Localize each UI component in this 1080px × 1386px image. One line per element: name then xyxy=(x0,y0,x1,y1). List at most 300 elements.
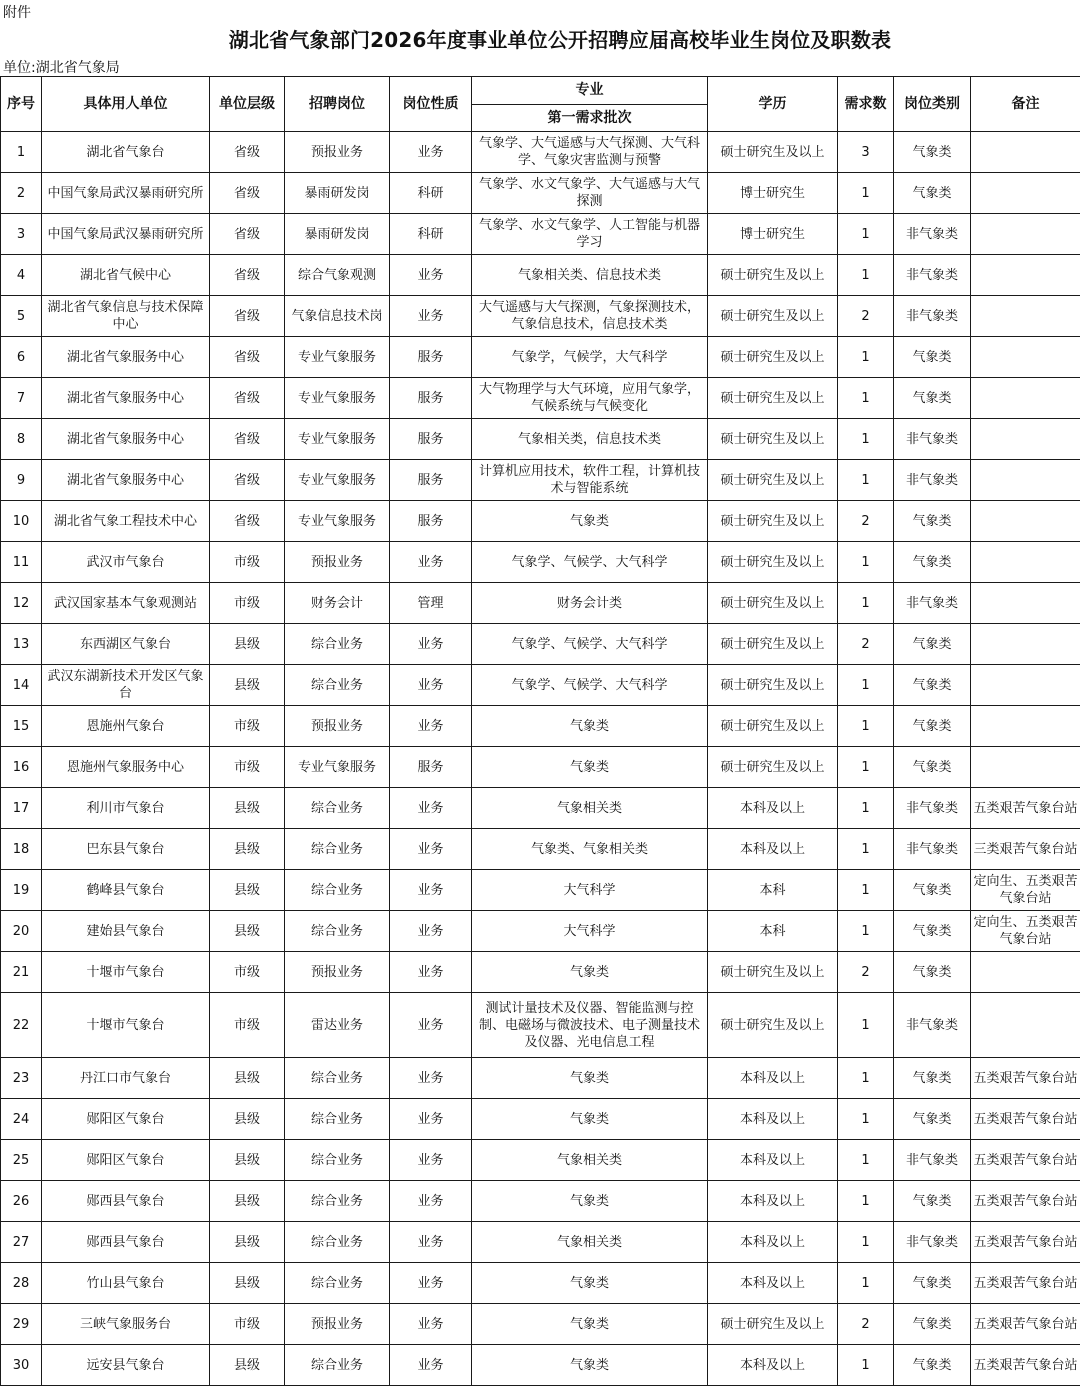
cell-remark: 五类艰苦气象台站 xyxy=(971,1140,1080,1181)
cell-level: 县级 xyxy=(210,829,285,870)
cell-level: 省级 xyxy=(210,214,285,255)
cell-position: 财务会计 xyxy=(285,583,390,624)
cell-remark xyxy=(971,214,1080,255)
cell-remark xyxy=(971,542,1080,583)
cell-nature: 服务 xyxy=(390,501,472,542)
table-row xyxy=(1,1263,1080,1304)
table-row xyxy=(1,952,1080,993)
cell-employer: 鹤峰县气象台 xyxy=(42,870,210,911)
cell-category: 气象类 xyxy=(894,1345,971,1386)
cell-employer: 湖北省气候中心 xyxy=(42,255,210,296)
cell-education: 硕士研究生及以上 xyxy=(708,706,838,747)
cell-remark: 定向生、五类艰苦气象台站 xyxy=(971,911,1080,952)
cell-remark xyxy=(971,665,1080,706)
cell-nature: 业务 xyxy=(390,1058,472,1099)
table-row xyxy=(1,788,1080,829)
cell-category: 非气象类 xyxy=(894,460,971,501)
cell-remark xyxy=(971,993,1080,1058)
table-row xyxy=(1,460,1080,501)
table-row xyxy=(1,296,1080,337)
cell-nature: 业务 xyxy=(390,1263,472,1304)
header-count: 需求数 xyxy=(838,77,894,132)
cell-position: 暴雨研发岗 xyxy=(285,173,390,214)
cell-category: 非气象类 xyxy=(894,993,971,1058)
cell-nature: 业务 xyxy=(390,1304,472,1345)
cell-category: 气象类 xyxy=(894,624,971,665)
table-row xyxy=(1,706,1080,747)
cell-position: 综合业务 xyxy=(285,1263,390,1304)
positions-table xyxy=(0,76,1080,1386)
cell-count: 1 xyxy=(838,419,894,460)
cell-no: 12 xyxy=(1,583,42,624)
cell-employer: 郧阳区气象台 xyxy=(42,1140,210,1181)
cell-education: 本科及以上 xyxy=(708,1099,838,1140)
cell-no: 4 xyxy=(1,255,42,296)
cell-remark xyxy=(971,460,1080,501)
cell-education: 硕士研究生及以上 xyxy=(708,460,838,501)
cell-employer: 三峡气象服务台 xyxy=(42,1304,210,1345)
cell-education: 硕士研究生及以上 xyxy=(708,255,838,296)
cell-level: 省级 xyxy=(210,296,285,337)
cell-count: 1 xyxy=(838,583,894,624)
table-row xyxy=(1,1099,1080,1140)
cell-category: 气象类 xyxy=(894,378,971,419)
cell-level: 市级 xyxy=(210,952,285,993)
cell-nature: 管理 xyxy=(390,583,472,624)
cell-remark: 三类艰苦气象台站 xyxy=(971,829,1080,870)
cell-nature: 服务 xyxy=(390,747,472,788)
cell-nature: 业务 xyxy=(390,993,472,1058)
header-remark: 备注 xyxy=(971,77,1080,132)
cell-education: 本科 xyxy=(708,870,838,911)
cell-major: 气象类 xyxy=(472,747,708,788)
cell-education: 硕士研究生及以上 xyxy=(708,583,838,624)
cell-count: 1 xyxy=(838,542,894,583)
cell-category: 气象类 xyxy=(894,1099,971,1140)
header-education: 学历 xyxy=(708,77,838,132)
cell-major: 气象相关类、信息技术类 xyxy=(472,255,708,296)
cell-count: 1 xyxy=(838,747,894,788)
cell-position: 综合业务 xyxy=(285,1345,390,1386)
cell-education: 硕士研究生及以上 xyxy=(708,747,838,788)
cell-education: 硕士研究生及以上 xyxy=(708,378,838,419)
cell-position: 专业气象服务 xyxy=(285,460,390,501)
cell-category: 非气象类 xyxy=(894,829,971,870)
cell-level: 市级 xyxy=(210,542,285,583)
cell-level: 县级 xyxy=(210,624,285,665)
cell-position: 综合业务 xyxy=(285,624,390,665)
cell-employer: 东西湖区气象台 xyxy=(42,624,210,665)
cell-no: 26 xyxy=(1,1181,42,1222)
cell-category: 气象类 xyxy=(894,1181,971,1222)
header-nature: 岗位性质 xyxy=(390,77,472,132)
cell-no: 3 xyxy=(1,214,42,255)
cell-major: 气象类 xyxy=(472,1181,708,1222)
cell-major: 大气科学 xyxy=(472,911,708,952)
cell-nature: 业务 xyxy=(390,952,472,993)
cell-education: 博士研究生 xyxy=(708,214,838,255)
cell-position: 预报业务 xyxy=(285,952,390,993)
cell-education: 硕士研究生及以上 xyxy=(708,501,838,542)
cell-education: 本科及以上 xyxy=(708,1263,838,1304)
cell-education: 本科及以上 xyxy=(708,1181,838,1222)
cell-level: 省级 xyxy=(210,501,285,542)
table-row xyxy=(1,419,1080,460)
cell-nature: 业务 xyxy=(390,665,472,706)
cell-no: 22 xyxy=(1,993,42,1058)
cell-remark: 五类艰苦气象台站 xyxy=(971,788,1080,829)
cell-education: 本科及以上 xyxy=(708,788,838,829)
cell-level: 县级 xyxy=(210,1140,285,1181)
cell-education: 本科及以上 xyxy=(708,1058,838,1099)
cell-level: 县级 xyxy=(210,911,285,952)
table-row xyxy=(1,214,1080,255)
cell-no: 30 xyxy=(1,1345,42,1386)
cell-education: 本科 xyxy=(708,911,838,952)
cell-remark xyxy=(971,378,1080,419)
cell-count: 1 xyxy=(838,337,894,378)
cell-count: 2 xyxy=(838,296,894,337)
cell-count: 1 xyxy=(838,1140,894,1181)
cell-level: 省级 xyxy=(210,173,285,214)
cell-no: 19 xyxy=(1,870,42,911)
table-row xyxy=(1,747,1080,788)
cell-employer: 武汉市气象台 xyxy=(42,542,210,583)
cell-count: 1 xyxy=(838,829,894,870)
cell-position: 综合业务 xyxy=(285,1140,390,1181)
cell-position: 预报业务 xyxy=(285,1304,390,1345)
table-row xyxy=(1,1140,1080,1181)
cell-count: 1 xyxy=(838,460,894,501)
cell-employer: 湖北省气象工程技术中心 xyxy=(42,501,210,542)
cell-no: 27 xyxy=(1,1222,42,1263)
cell-category: 气象类 xyxy=(894,952,971,993)
cell-count: 1 xyxy=(838,993,894,1058)
table-row xyxy=(1,132,1080,173)
cell-major: 气象学、气候学、大气科学 xyxy=(472,624,708,665)
cell-major: 气象学，气候学，大气科学 xyxy=(472,337,708,378)
cell-count: 3 xyxy=(838,132,894,173)
cell-category: 非气象类 xyxy=(894,1222,971,1263)
cell-nature: 业务 xyxy=(390,788,472,829)
cell-no: 7 xyxy=(1,378,42,419)
header-position: 招聘岗位 xyxy=(285,77,390,132)
cell-no: 21 xyxy=(1,952,42,993)
cell-major: 气象学、水文气象学、大气遥感与大气探测 xyxy=(472,173,708,214)
cell-level: 县级 xyxy=(210,1058,285,1099)
table-row xyxy=(1,1304,1080,1345)
cell-remark xyxy=(971,173,1080,214)
cell-level: 县级 xyxy=(210,1099,285,1140)
cell-no: 15 xyxy=(1,706,42,747)
table-body xyxy=(1,132,1080,1386)
cell-position: 综合业务 xyxy=(285,911,390,952)
cell-no: 9 xyxy=(1,460,42,501)
cell-nature: 业务 xyxy=(390,706,472,747)
cell-employer: 中国气象局武汉暴雨研究所 xyxy=(42,214,210,255)
cell-position: 预报业务 xyxy=(285,706,390,747)
cell-nature: 业务 xyxy=(390,132,472,173)
cell-major: 测试计量技术及仪器、智能监测与控制、电磁场与微波技术、电子测量技术及仪器、光电信息工程 xyxy=(472,993,708,1058)
cell-count: 2 xyxy=(838,952,894,993)
cell-position: 综合业务 xyxy=(285,788,390,829)
cell-count: 2 xyxy=(838,1304,894,1345)
cell-position: 专业气象服务 xyxy=(285,337,390,378)
cell-nature: 服务 xyxy=(390,460,472,501)
cell-position: 雷达业务 xyxy=(285,993,390,1058)
cell-level: 省级 xyxy=(210,337,285,378)
cell-count: 2 xyxy=(838,624,894,665)
cell-remark xyxy=(971,255,1080,296)
cell-count: 1 xyxy=(838,1345,894,1386)
cell-count: 1 xyxy=(838,378,894,419)
table-row xyxy=(1,542,1080,583)
cell-nature: 业务 xyxy=(390,829,472,870)
cell-category: 非气象类 xyxy=(894,255,971,296)
cell-education: 本科及以上 xyxy=(708,1140,838,1181)
cell-level: 县级 xyxy=(210,665,285,706)
cell-no: 11 xyxy=(1,542,42,583)
table-row xyxy=(1,829,1080,870)
cell-no: 29 xyxy=(1,1304,42,1345)
cell-position: 专业气象服务 xyxy=(285,419,390,460)
cell-major: 气象类 xyxy=(472,501,708,542)
cell-education: 硕士研究生及以上 xyxy=(708,419,838,460)
header-no: 序号 xyxy=(1,77,42,132)
cell-remark: 五类艰苦气象台站 xyxy=(971,1058,1080,1099)
cell-nature: 服务 xyxy=(390,337,472,378)
cell-no: 10 xyxy=(1,501,42,542)
cell-category: 气象类 xyxy=(894,542,971,583)
cell-position: 综合业务 xyxy=(285,1058,390,1099)
cell-count: 1 xyxy=(838,788,894,829)
cell-category: 气象类 xyxy=(894,132,971,173)
cell-employer: 湖北省气象服务中心 xyxy=(42,337,210,378)
attachment-label: 附件 xyxy=(3,2,31,22)
cell-remark: 五类艰苦气象台站 xyxy=(971,1304,1080,1345)
cell-employer: 湖北省气象服务中心 xyxy=(42,378,210,419)
cell-nature: 业务 xyxy=(390,1345,472,1386)
table-row xyxy=(1,173,1080,214)
cell-remark xyxy=(971,337,1080,378)
cell-level: 县级 xyxy=(210,1181,285,1222)
cell-major: 气象类 xyxy=(472,706,708,747)
cell-no: 1 xyxy=(1,132,42,173)
cell-category: 非气象类 xyxy=(894,788,971,829)
cell-count: 1 xyxy=(838,706,894,747)
cell-employer: 湖北省气象信息与技术保障中心 xyxy=(42,296,210,337)
cell-category: 气象类 xyxy=(894,337,971,378)
cell-remark xyxy=(971,501,1080,542)
cell-count: 1 xyxy=(838,255,894,296)
cell-level: 省级 xyxy=(210,419,285,460)
table-row xyxy=(1,583,1080,624)
table-row xyxy=(1,993,1080,1058)
cell-level: 市级 xyxy=(210,1304,285,1345)
cell-no: 23 xyxy=(1,1058,42,1099)
cell-education: 博士研究生 xyxy=(708,173,838,214)
cell-count: 1 xyxy=(838,214,894,255)
cell-nature: 业务 xyxy=(390,1222,472,1263)
cell-major: 气象类 xyxy=(472,1263,708,1304)
cell-category: 气象类 xyxy=(894,747,971,788)
cell-no: 8 xyxy=(1,419,42,460)
cell-level: 县级 xyxy=(210,1263,285,1304)
cell-employer: 十堰市气象台 xyxy=(42,993,210,1058)
cell-no: 20 xyxy=(1,911,42,952)
cell-nature: 业务 xyxy=(390,1099,472,1140)
cell-position: 预报业务 xyxy=(285,132,390,173)
cell-no: 18 xyxy=(1,829,42,870)
table-row xyxy=(1,870,1080,911)
cell-count: 1 xyxy=(838,1222,894,1263)
cell-category: 气象类 xyxy=(894,1263,971,1304)
cell-nature: 业务 xyxy=(390,1140,472,1181)
cell-nature: 服务 xyxy=(390,419,472,460)
cell-nature: 业务 xyxy=(390,911,472,952)
cell-no: 14 xyxy=(1,665,42,706)
cell-level: 县级 xyxy=(210,1345,285,1386)
cell-employer: 武汉国家基本气象观测站 xyxy=(42,583,210,624)
cell-nature: 业务 xyxy=(390,624,472,665)
cell-level: 县级 xyxy=(210,788,285,829)
cell-employer: 武汉东湖新技术开发区气象台 xyxy=(42,665,210,706)
cell-education: 硕士研究生及以上 xyxy=(708,665,838,706)
cell-major: 气象类、气象相关类 xyxy=(472,829,708,870)
table-row xyxy=(1,1345,1080,1386)
cell-major: 气象相关类，信息技术类 xyxy=(472,419,708,460)
cell-major: 财务会计类 xyxy=(472,583,708,624)
cell-major: 气象相关类 xyxy=(472,788,708,829)
cell-employer: 恩施州气象台 xyxy=(42,706,210,747)
cell-category: 气象类 xyxy=(894,706,971,747)
cell-category: 气象类 xyxy=(894,1304,971,1345)
cell-education: 硕士研究生及以上 xyxy=(708,993,838,1058)
cell-no: 6 xyxy=(1,337,42,378)
cell-employer: 丹江口市气象台 xyxy=(42,1058,210,1099)
cell-count: 1 xyxy=(838,1181,894,1222)
table-row xyxy=(1,337,1080,378)
table-row xyxy=(1,1181,1080,1222)
cell-position: 预报业务 xyxy=(285,542,390,583)
cell-employer: 湖北省气象台 xyxy=(42,132,210,173)
cell-remark: 五类艰苦气象台站 xyxy=(971,1263,1080,1304)
cell-education: 硕士研究生及以上 xyxy=(708,624,838,665)
cell-nature: 业务 xyxy=(390,255,472,296)
table-row xyxy=(1,501,1080,542)
header-major-sub: 第一需求批次 xyxy=(472,105,708,132)
header-employer: 具体用人单位 xyxy=(42,77,210,132)
cell-no: 16 xyxy=(1,747,42,788)
table-row xyxy=(1,1058,1080,1099)
cell-employer: 郧阳区气象台 xyxy=(42,1099,210,1140)
cell-category: 非气象类 xyxy=(894,419,971,460)
cell-category: 非气象类 xyxy=(894,214,971,255)
cell-nature: 业务 xyxy=(390,296,472,337)
cell-level: 省级 xyxy=(210,132,285,173)
cell-education: 硕士研究生及以上 xyxy=(708,542,838,583)
cell-employer: 湖北省气象服务中心 xyxy=(42,419,210,460)
cell-level: 市级 xyxy=(210,706,285,747)
cell-level: 县级 xyxy=(210,870,285,911)
cell-level: 市级 xyxy=(210,583,285,624)
cell-nature: 业务 xyxy=(390,870,472,911)
cell-nature: 科研 xyxy=(390,214,472,255)
cell-employer: 利川市气象台 xyxy=(42,788,210,829)
cell-no: 2 xyxy=(1,173,42,214)
cell-major: 气象类 xyxy=(472,1099,708,1140)
cell-position: 气象信息技术岗 xyxy=(285,296,390,337)
cell-count: 1 xyxy=(838,173,894,214)
cell-major: 气象类 xyxy=(472,1058,708,1099)
cell-remark xyxy=(971,952,1080,993)
cell-education: 硕士研究生及以上 xyxy=(708,1304,838,1345)
cell-nature: 科研 xyxy=(390,173,472,214)
cell-no: 13 xyxy=(1,624,42,665)
cell-remark: 五类艰苦气象台站 xyxy=(971,1345,1080,1386)
cell-position: 综合业务 xyxy=(285,1222,390,1263)
cell-education: 硕士研究生及以上 xyxy=(708,296,838,337)
cell-position: 综合业务 xyxy=(285,665,390,706)
table-row xyxy=(1,378,1080,419)
cell-position: 暴雨研发岗 xyxy=(285,214,390,255)
header-level: 单位层级 xyxy=(210,77,285,132)
cell-education: 硕士研究生及以上 xyxy=(708,132,838,173)
table-row xyxy=(1,1222,1080,1263)
cell-remark xyxy=(971,419,1080,460)
cell-count: 1 xyxy=(838,911,894,952)
header-category: 岗位类别 xyxy=(894,77,971,132)
page-title: 湖北省气象部门2026年度事业单位公开招聘应届高校毕业生岗位及职数表 xyxy=(0,24,1080,53)
cell-employer: 建始县气象台 xyxy=(42,911,210,952)
cell-position: 专业气象服务 xyxy=(285,378,390,419)
cell-major: 气象学、气候学、大气科学 xyxy=(472,665,708,706)
cell-employer: 恩施州气象服务中心 xyxy=(42,747,210,788)
cell-remark xyxy=(971,583,1080,624)
table-row xyxy=(1,255,1080,296)
cell-education: 硕士研究生及以上 xyxy=(708,337,838,378)
cell-employer: 远安县气象台 xyxy=(42,1345,210,1386)
cell-count: 1 xyxy=(838,1263,894,1304)
cell-major: 气象学、气候学、大气科学 xyxy=(472,542,708,583)
table-row xyxy=(1,624,1080,665)
cell-major: 气象相关类 xyxy=(472,1140,708,1181)
cell-employer: 竹山县气象台 xyxy=(42,1263,210,1304)
cell-position: 综合业务 xyxy=(285,829,390,870)
cell-category: 气象类 xyxy=(894,665,971,706)
cell-category: 气象类 xyxy=(894,173,971,214)
cell-level: 县级 xyxy=(210,1222,285,1263)
cell-level: 省级 xyxy=(210,255,285,296)
cell-employer: 巴东县气象台 xyxy=(42,829,210,870)
cell-nature: 业务 xyxy=(390,1181,472,1222)
cell-remark: 定向生、五类艰苦气象台站 xyxy=(971,870,1080,911)
cell-major: 气象类 xyxy=(472,1304,708,1345)
cell-remark: 五类艰苦气象台站 xyxy=(971,1099,1080,1140)
cell-remark: 五类艰苦气象台站 xyxy=(971,1181,1080,1222)
cell-education: 本科及以上 xyxy=(708,829,838,870)
cell-position: 综合气象观测 xyxy=(285,255,390,296)
cell-remark xyxy=(971,132,1080,173)
cell-category: 非气象类 xyxy=(894,296,971,337)
cell-major: 计算机应用技术，软件工程，计算机技术与智能系统 xyxy=(472,460,708,501)
cell-position: 综合业务 xyxy=(285,870,390,911)
cell-level: 省级 xyxy=(210,460,285,501)
cell-employer: 郧西县气象台 xyxy=(42,1181,210,1222)
cell-education: 本科及以上 xyxy=(708,1345,838,1386)
cell-major: 气象类 xyxy=(472,952,708,993)
cell-remark xyxy=(971,747,1080,788)
